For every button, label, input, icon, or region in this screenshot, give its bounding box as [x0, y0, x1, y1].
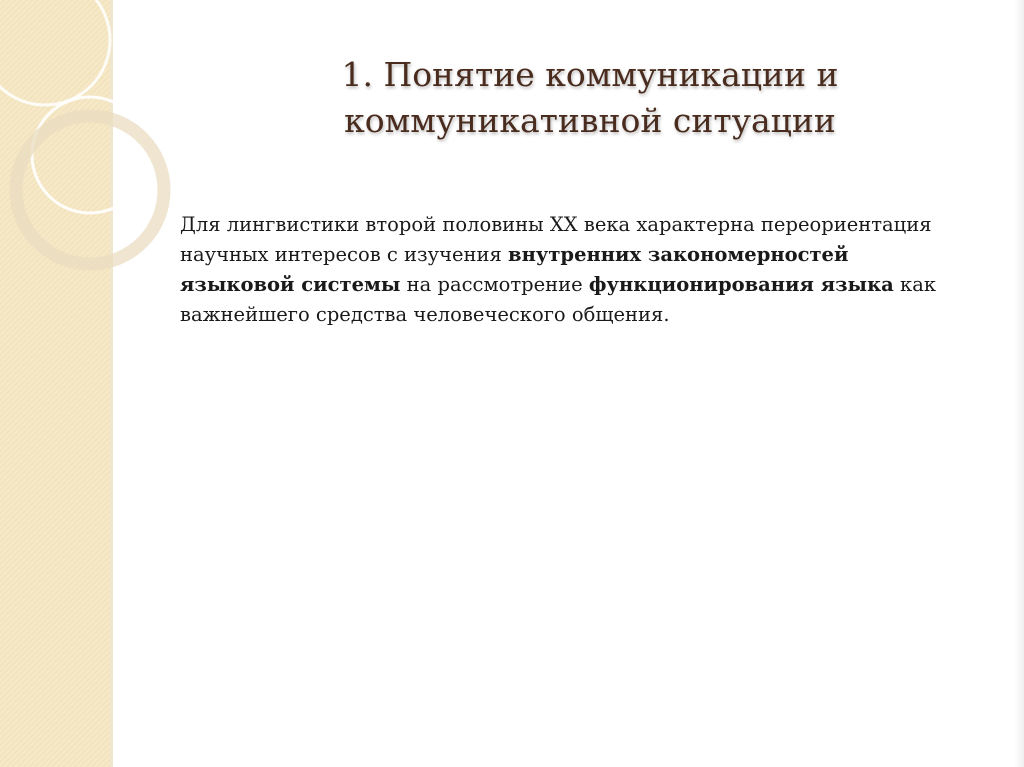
- slide-title: [200, 52, 980, 144]
- paragraph-text-1: Для лингвистики второй половины XX века характерна переориентация научных интересов с изучения: [180, 213, 932, 266]
- body-paragraph: [180, 210, 940, 330]
- title-line-1: 1. Понятие коммуникации и: [341, 55, 839, 94]
- paragraph-text-3: как важнейшего средства человеческого общения.: [180, 273, 937, 326]
- ring-top-large: [0, 0, 110, 105]
- paragraph-bold-1: внутренних закономерностей языковой системы: [180, 243, 849, 296]
- page-edge-shadow: [1014, 0, 1024, 767]
- ring-thick: [16, 116, 164, 264]
- paragraph-text-2: на рассмотрение: [400, 273, 589, 296]
- title-line-2: коммуникативной ситуации: [344, 101, 836, 140]
- paragraph-bold-2: функционирования языка: [588, 273, 894, 296]
